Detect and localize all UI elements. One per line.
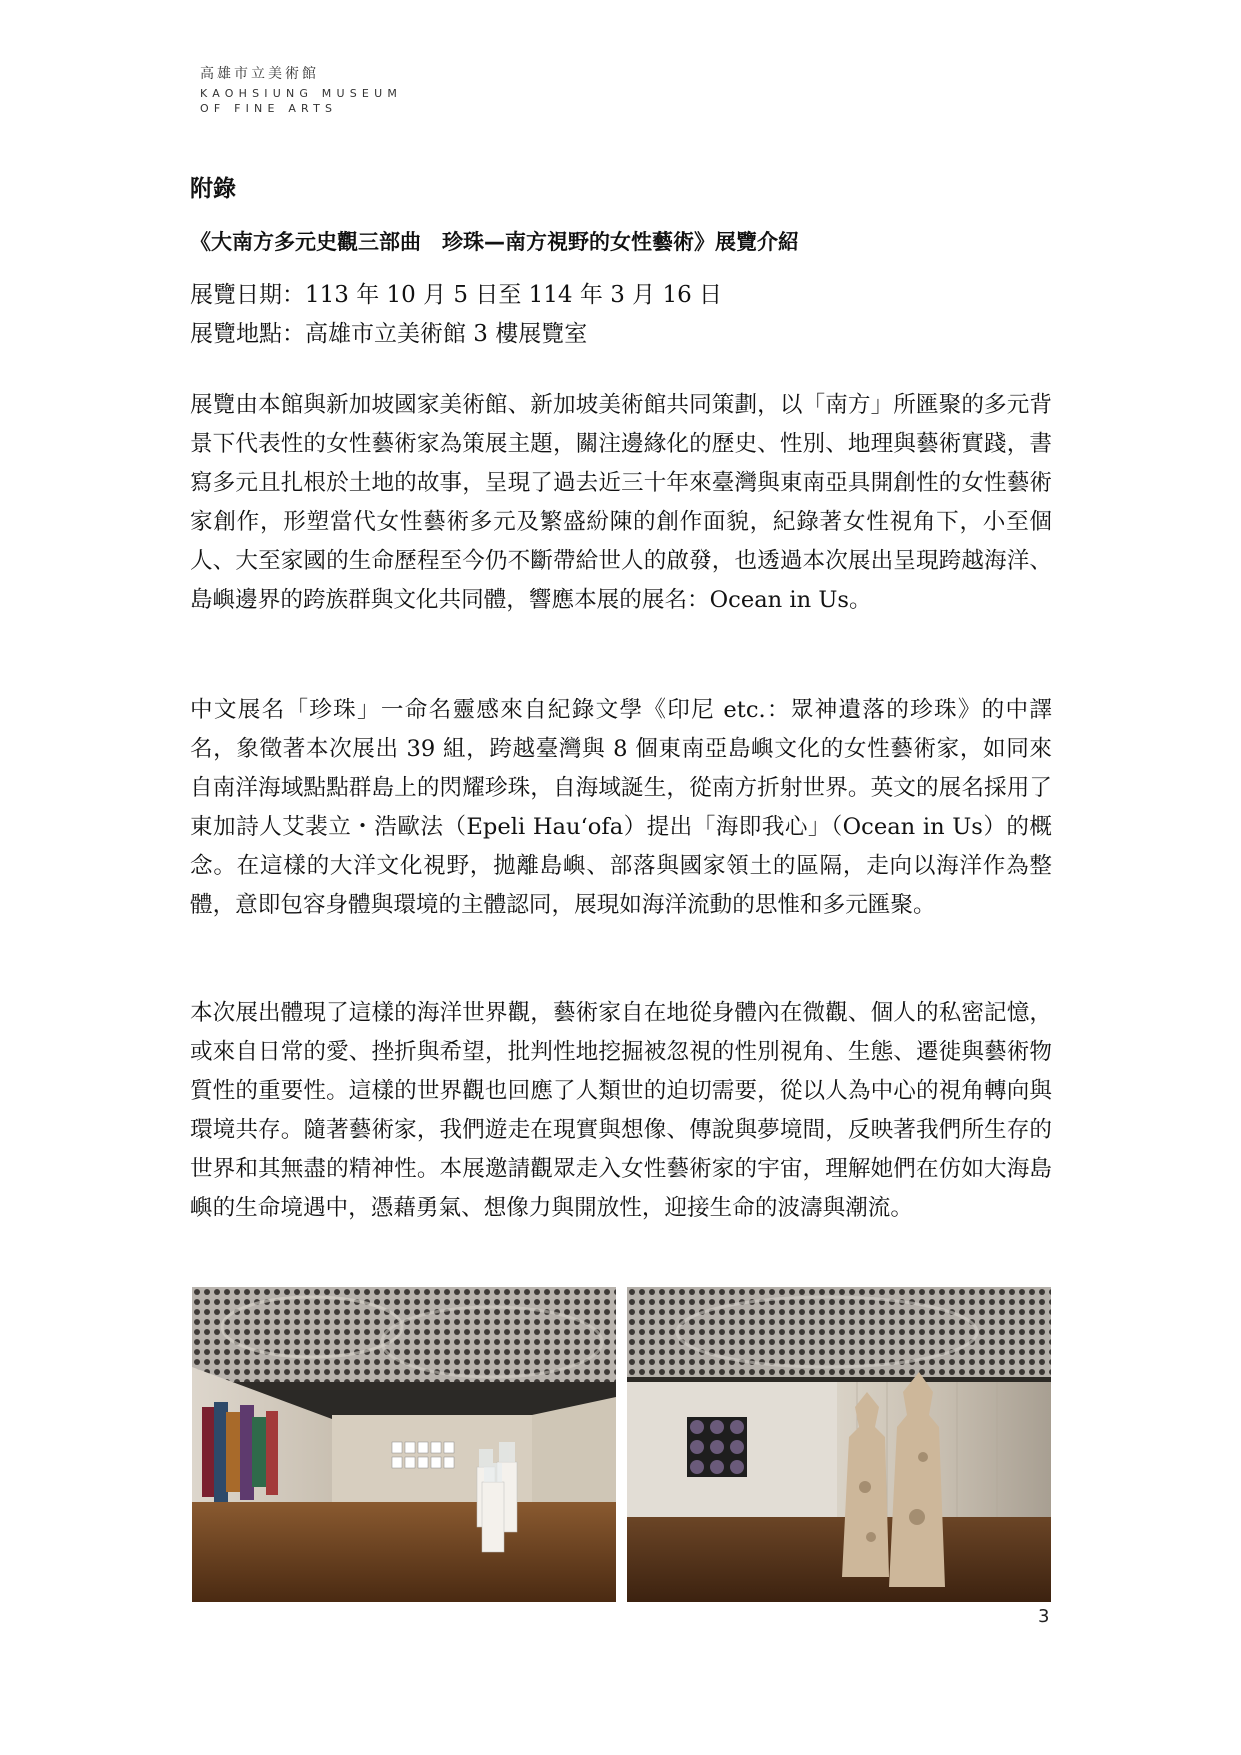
logo-english-line-1: KAOHSIUNG MUSEUM (200, 87, 403, 100)
paragraph-1: 展覽由本館與新加坡國家美術館、新加坡美術館共同策劃，以「南方」所匯聚的多元背景下代表性的女性藝術家為策展主題，關注邊緣化的歷史、性別、地理與藝術實踐，書寫多元且扎根於土地的故事，呈現了過去近三十年來臺灣與東南亞具開創性的女性藝術家創作，形塑當代女性藝術多元及繁盛紛陳的創作面貌，紀錄著女性視角下，小至個人、大至家國的生命歷程至今仍不斷帶給世人的啟發，也透過本次展出呈現跨越海洋、島嶼邊界的跨族群與文化共同體，響應本展的展名：Ocean in Us。 (190, 392, 1052, 613)
exhibition-venue: 展覽地點：高雄市立美術館 3 樓展覽室 (190, 321, 588, 347)
exhibition-dates: 展覽日期：113 年 10 月 5 日至 114 年 3 月 16 日 (190, 282, 723, 308)
section-label: 附錄 (190, 176, 236, 202)
exhibition-photo-gallery-view (192, 1287, 616, 1602)
gallery-photo-image (192, 1287, 616, 1602)
logo-chinese-name: 高雄市立美術館 (200, 66, 319, 82)
page-number: 3 (1038, 1606, 1050, 1627)
exhibition-photo-sculpture-view (627, 1287, 1051, 1602)
museum-logo (200, 66, 402, 116)
exhibition-meta (190, 276, 722, 354)
paragraph-3: 本次展出體現了這樣的海洋世界觀，藝術家自在地從身體內在微觀、個人的私密記憶，或來自日常的愛、挫折與希望，批判性地挖掘被忽視的性別視角、生態、遷徙與藝術物質性的重要性。這樣的世界觀也回應了人類世的迫切需要，從以人為中心的視角轉向與環境共存。隨著藝術家，我們遊走在現實與想像、傳說與夢境間，反映著我們所生存的世界和其無盡的精神性。本展邀請觀眾走入女性藝術家的宇宙，理解她們在仿如大海島嶼的生命境遇中，憑藉勇氣、想像力與開放性，迎接生命的波濤與潮流。 (190, 1000, 1052, 1221)
logo-english-line-2: OF FINE ARTS (200, 102, 338, 115)
sculpture-photo-image (627, 1287, 1051, 1602)
paragraph-2: 中文展名「珍珠」一命名靈感來自紀錄文學《印尼 etc.：眾神遺落的珍珠》的中譯名，象徵著本次展出 39 組，跨越臺灣與 8 個東南亞島嶼文化的女性藝術家，如同來自南洋海域點點群島上的閃耀珍珠，自海域誕生，從南方折射世界。英文的展名採用了東加詩人艾裴立・浩歐法（Epeli Hau‘ofa）提出「海即我心」（Ocean in Us）的概念。在這樣的大洋文化視野，拋離島嶼、部落與國家領土的區隔，走向以海洋作為整體，意即包容身體與環境的主體認同，展現如海洋流動的思惟和多元匯聚。 (190, 697, 1052, 918)
document-title: 《大南方多元史觀三部曲 珍珠—南方視野的女性藝術》展覽介紹 (190, 230, 799, 254)
